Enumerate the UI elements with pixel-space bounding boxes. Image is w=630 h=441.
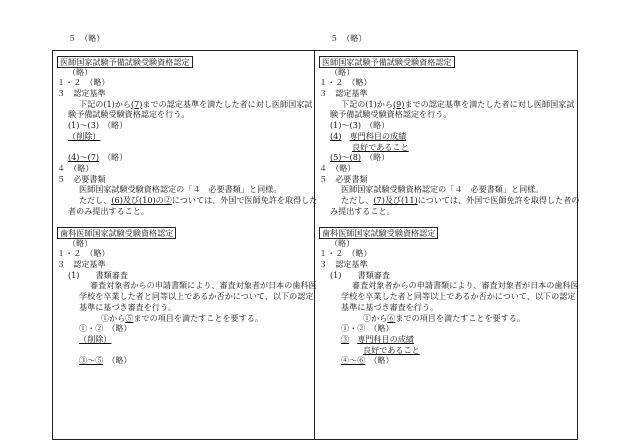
sub-item-1-3: (1)～(3) （略） <box>330 120 390 131</box>
ryaku-text: （略） <box>330 66 355 77</box>
item-1-2: １・２ （略） <box>57 248 110 259</box>
amended-text: ④～⑥ <box>341 355 366 366</box>
top-note-right: ５ （略） <box>330 33 367 43</box>
docs-line3: 者のみ提出すること。 <box>68 205 149 216</box>
item-5: ５ 必要書類 <box>57 173 106 184</box>
sub-item-1: (1) 書類審査 <box>330 269 391 280</box>
circle-item-1-2: ①・② （略） <box>79 323 132 334</box>
criteria-paragraph-line1: 下記の(1)から(7)までの認定基準を満たした者に対し医師国家試 <box>79 98 313 109</box>
heading-box: 歯科医師国家試験受験資格認定 <box>319 227 438 239</box>
amended-text: (7) <box>130 98 143 109</box>
item-3: ３ 認定基準 <box>319 88 368 99</box>
criteria-paragraph-line2: 験予備試験受験資格認定を行う。 <box>68 109 190 120</box>
top-note-left: ５ （略） <box>68 33 105 43</box>
ryaku-text: （略） <box>330 237 355 248</box>
deleted-marker: （削除） <box>79 333 112 344</box>
docs-line2: ただし、(7)及び(11)については、外国で医師免許を取得した者の <box>341 194 580 205</box>
criteria-paragraph-line2: 験予備試験受験資格認定を行う。 <box>330 109 452 120</box>
sub-item-4-7: (4)～(7) （略） <box>68 152 128 163</box>
deleted-marker: （削除） <box>68 130 101 141</box>
left-column <box>57 50 318 366</box>
heading-box: 医師国家試験予備試験受験資格認定 <box>57 56 193 68</box>
ryaku-text: （略） <box>68 237 93 248</box>
review-line3: 基準に基づき審査を行う。 <box>79 301 177 312</box>
review-line4: ①から⑥までの項目を満たすことを要する。 <box>363 312 525 323</box>
new-circle-item-3-detail: 良好であること <box>363 344 420 355</box>
review-line1: 審査対象者からの申請書類により、審査対象者が日本の歯科医 <box>352 280 579 291</box>
amended-text: (4)～(7) <box>68 152 100 163</box>
item-1-2: １・２ （略） <box>319 248 372 259</box>
docs-line2: ただし、(6)及び(10)の②については、外国で医師免許を取得した <box>79 194 318 205</box>
item-1-2: １・２ （略） <box>319 77 372 88</box>
review-line3: 基準に基づき審査を行う。 <box>341 301 439 312</box>
docs-line1: 医師国家試験受験資格認定の「４ 必要書類」と同様。 <box>341 184 544 195</box>
new-sub-item-4: (4) 専門科目の成績 <box>330 130 407 141</box>
column-divider <box>314 50 315 440</box>
sub-item-5-8: (5)～(8) （略） <box>330 152 390 163</box>
circle-item-3-5: ③～⑤ （略） <box>79 355 132 366</box>
amended-text: ⑥ <box>387 312 396 323</box>
sub-item-1-3: (1)～(3) （略） <box>68 120 128 131</box>
criteria-paragraph-line1: 下記の(1)から(9)までの認定基準を満たした者に対し医師国家試 <box>341 98 575 109</box>
new-circle-item-3: ③ 専門科目の成績 <box>341 333 414 344</box>
docs-line1: 医師国家試験受験資格認定の「４ 必要書類」と同様。 <box>79 184 282 195</box>
section-heading <box>57 56 313 67</box>
circle-item-1-2: ①・② （略） <box>341 323 394 334</box>
circle-item-4-6: ④～⑥ （略） <box>341 355 394 366</box>
docs-line3: み提出すること。 <box>330 205 395 216</box>
sub-item-1: (1) 書類審査 <box>68 269 129 280</box>
amended-text: (7)及び(11) <box>373 194 418 205</box>
amended-text: (5)～(8) <box>330 152 362 163</box>
review-line4: ①から⑤までの項目を満たすことを要する。 <box>101 312 263 323</box>
heading-box: 歯科医師国家試験受験資格認定 <box>57 227 176 239</box>
section-heading <box>57 227 313 238</box>
amended-text: ⑤ <box>125 312 134 323</box>
review-line2: 学校を卒業した者と同等以上であるか否かについて、以下の認定 <box>79 291 314 302</box>
ryaku-text: （略） <box>68 66 93 77</box>
new-sub-item-4-detail: 良好であること <box>352 141 409 152</box>
heading-box: 医師国家試験予備試験受験資格認定 <box>319 56 455 68</box>
right-column <box>319 50 580 366</box>
amended-text: ③～⑤ <box>79 355 104 366</box>
amended-text: (9) <box>392 98 405 109</box>
section-heading <box>319 56 575 67</box>
item-3: ３ 認定基準 <box>57 88 106 99</box>
section-heading <box>319 227 575 238</box>
item-3: ３ 認定基準 <box>319 259 368 270</box>
item-5: ５ 必要書類 <box>319 173 368 184</box>
item-1-2: １・２ （略） <box>57 77 110 88</box>
amended-text: (6)及び(10)の② <box>111 194 172 205</box>
item-4: ４ （略） <box>57 162 94 173</box>
item-3: ３ 認定基準 <box>57 259 106 270</box>
review-line1: 審査対象者からの申請書類により、審査対象者が日本の歯科医 <box>90 280 317 291</box>
item-4: ４ （略） <box>319 162 356 173</box>
review-line2: 学校を卒業した者と同等以上であるか否かについて、以下の認定 <box>341 291 576 302</box>
